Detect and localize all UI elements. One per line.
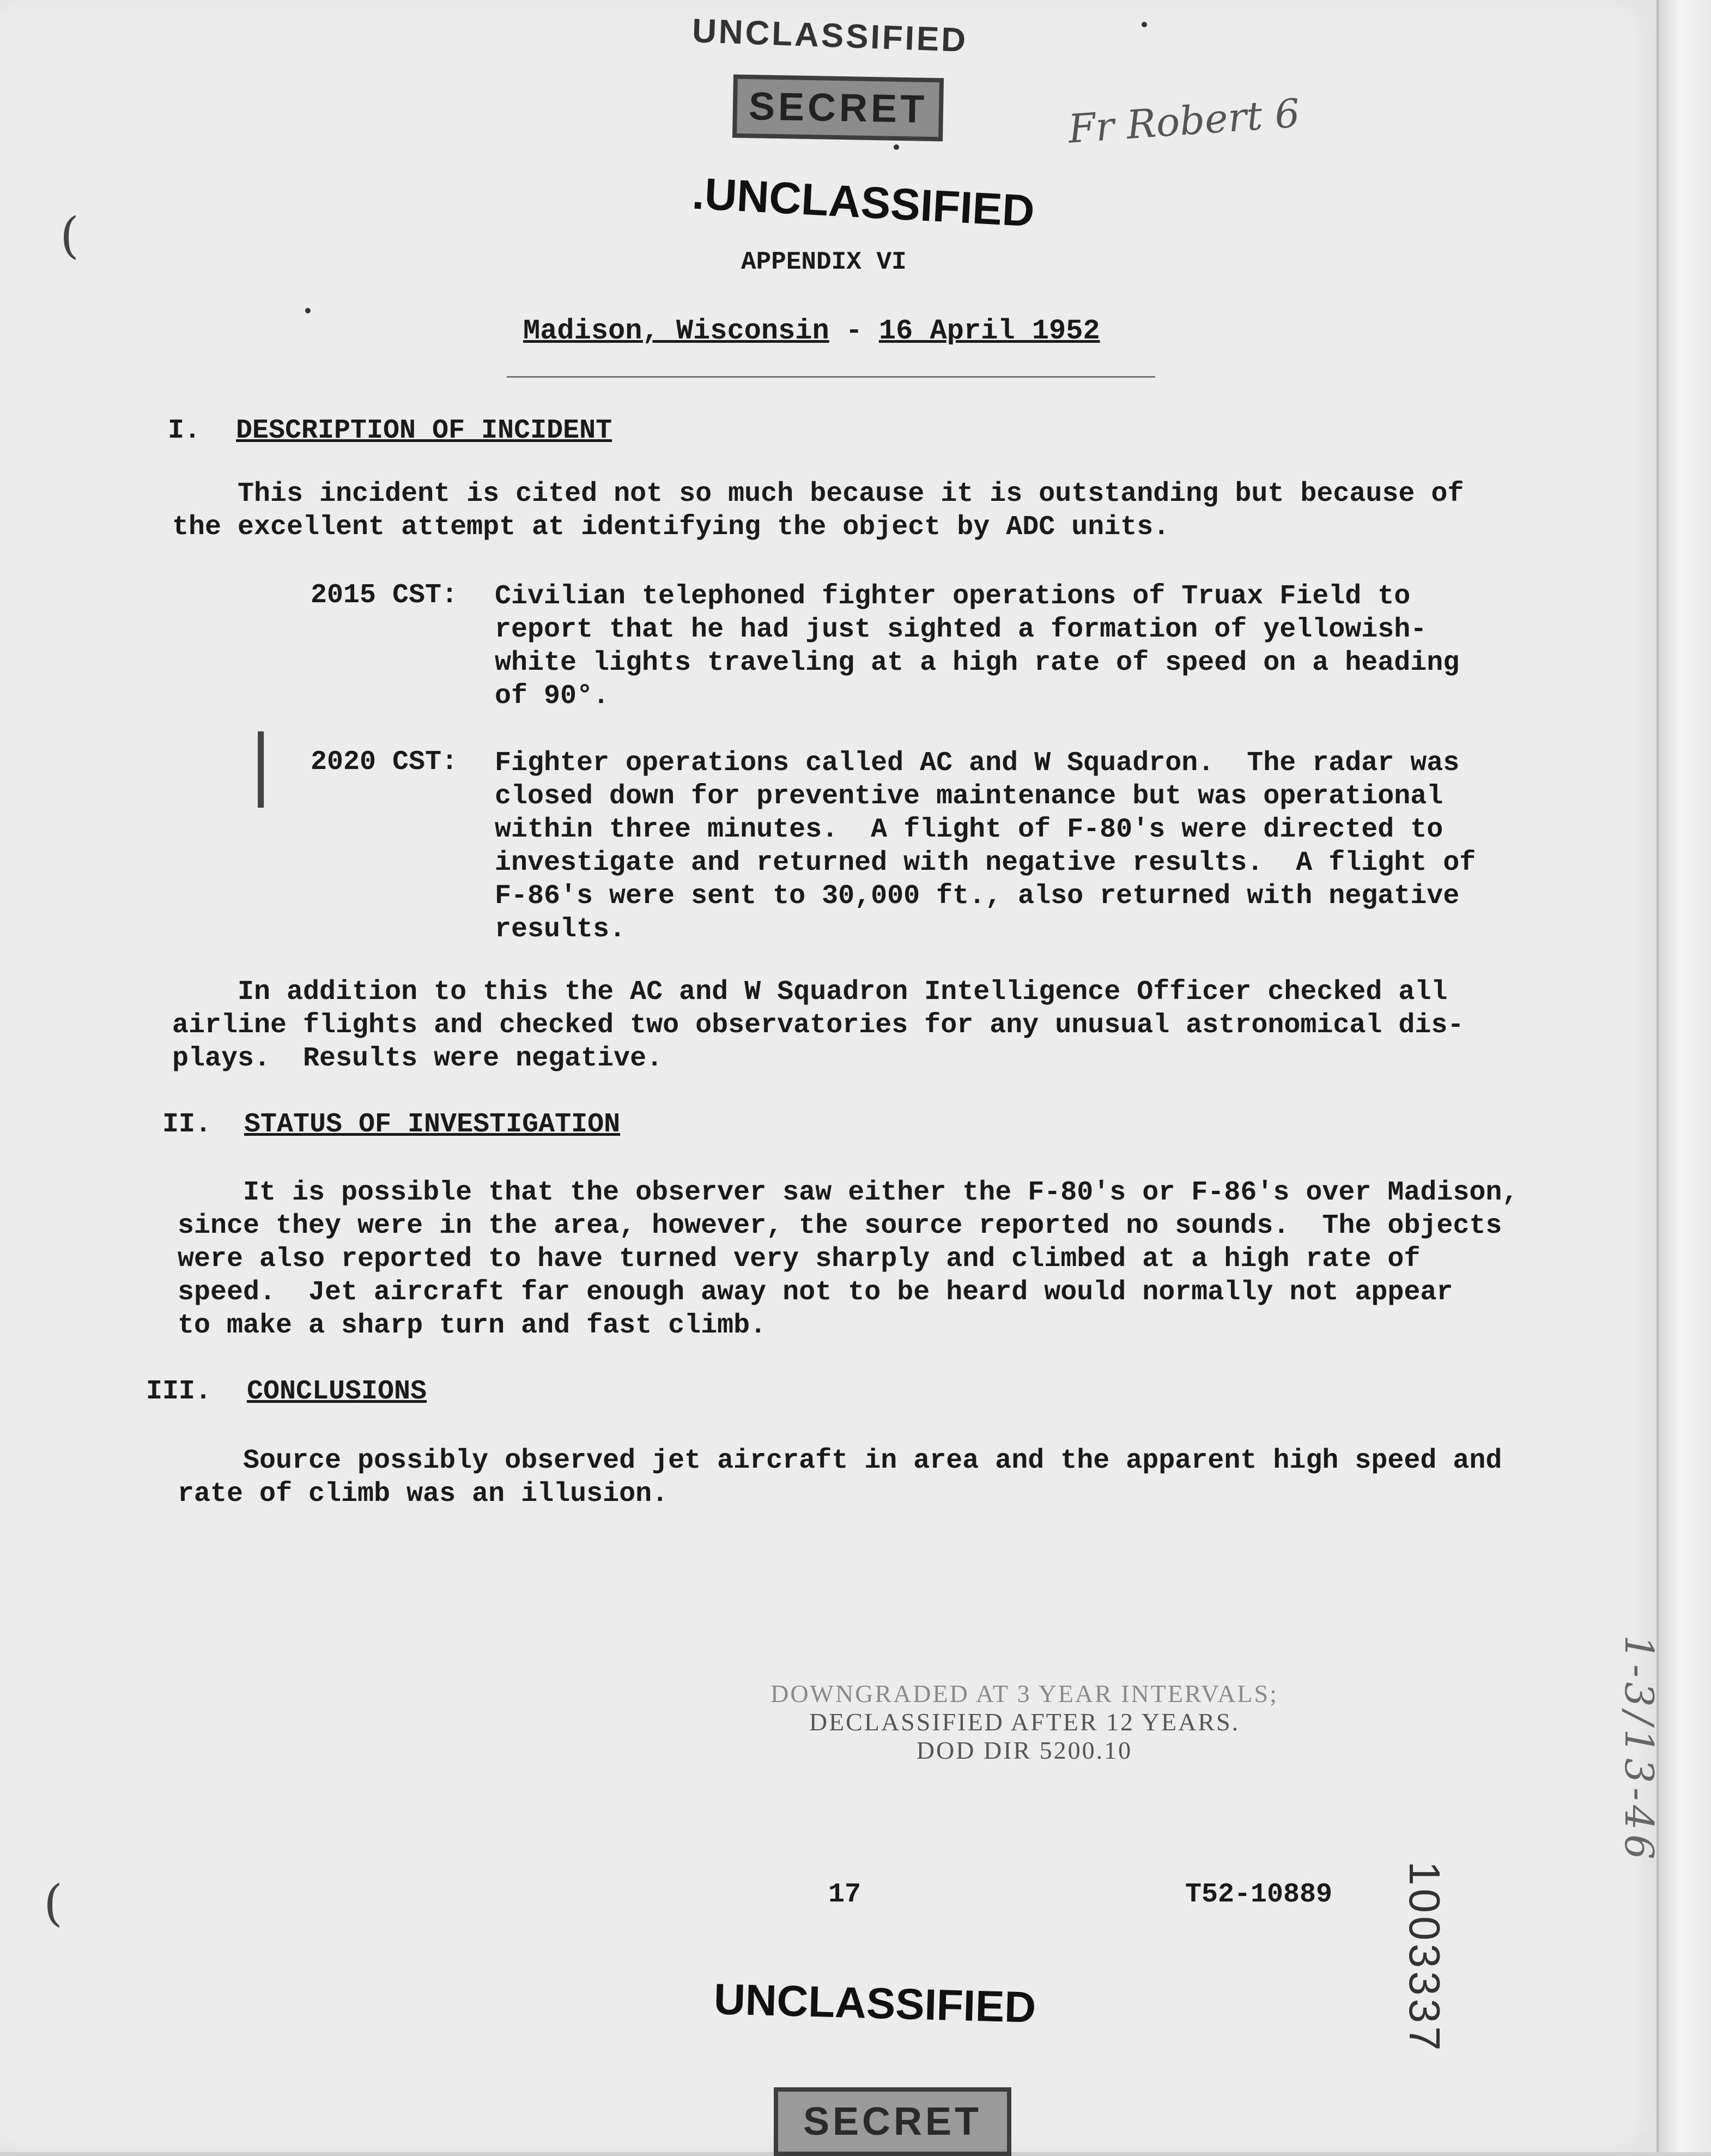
section-3-body: Source possibly observed jet aircraft in area and the apparent high speed and rate of climb was an illusion. bbox=[178, 1445, 1502, 1510]
margin-mark: ( bbox=[44, 1875, 63, 1932]
declass-line-3: DOD DIR 5200.10 bbox=[916, 1736, 1133, 1764]
document-number: T52-10889 bbox=[1185, 1879, 1333, 1910]
section-1-title: DESCRIPTION OF INCIDENT bbox=[236, 415, 612, 446]
entry-1-text: Civilian telephoned fighter operations of Truax Field to report that he had just sighted a formation of yellowish- white lights traveling at a high rate of speed on a heading of 90°. bbox=[495, 581, 1460, 712]
declass-line-1: DOWNGRADED AT 3 YEAR INTERVALS; bbox=[770, 1680, 1278, 1707]
section-1-intro: This incident is cited not so much because it is outstanding but because of the excellent attempt at identifying the object by ADC units. bbox=[172, 479, 1464, 543]
divider bbox=[507, 376, 1155, 378]
handwritten-note: Fr Robert 6 bbox=[1066, 90, 1301, 152]
section-3-title: CONCLUSIONS bbox=[247, 1376, 427, 1407]
speck bbox=[1142, 22, 1147, 27]
margin-mark: | bbox=[248, 719, 274, 808]
section-2-number: II. bbox=[162, 1109, 212, 1140]
section-1-closing: In addition to this the AC and W Squadron Intelligence Officer checked all airline flights and checked two observatories for any unusual astronomical dis- plays. Results were negative. bbox=[172, 977, 1464, 1074]
page-edge bbox=[1657, 0, 1711, 2152]
section-2-body: It is possible that the observer saw either the F-80's or F-86's over Madison, since they were in the area, however, the source reported no sounds. The objects were also reported to have turned very sharply and climbed at a high rate of speed. Jet aircraft far enough away not to be heard would normally not appear to make a sharp turn and fast climb. bbox=[178, 1177, 1519, 1341]
section-2-heading bbox=[162, 1109, 620, 1140]
entry-2-time: 2020 CST: bbox=[311, 747, 458, 778]
separator: - bbox=[845, 315, 863, 347]
entry-1-time: 2015 CST: bbox=[311, 580, 458, 611]
section-1-number: I. bbox=[168, 415, 201, 446]
classification-footer: UNCLASSIFIED bbox=[713, 1975, 1037, 2032]
secret-stamp-top: SECRET bbox=[732, 75, 944, 142]
date: 16 April 1952 bbox=[878, 315, 1100, 347]
declassification-notice bbox=[708, 1680, 1340, 1765]
margin-handwritten-number: 1-3/13-46 bbox=[1616, 1635, 1662, 1864]
secret-stamp-bottom: SECRET bbox=[774, 2087, 1011, 2156]
speck bbox=[305, 308, 311, 313]
entry-2-text: Fighter operations called AC and W Squadron. The radar was closed down for preventive maintenance but was operational within three minutes. A flight of F-80's were directed to investigate and returned with negative results. A flight of F-86's were sent to 30,000 ft., also returned with negative results. bbox=[495, 748, 1476, 945]
appendix-title: APPENDIX VI bbox=[741, 248, 907, 276]
classification-heading: .UNCLASSIFIED bbox=[691, 168, 1036, 237]
margin-mark: ( bbox=[60, 207, 80, 264]
section-1-heading bbox=[168, 415, 612, 446]
top-classification-stamp: UNCLASSIFIED bbox=[691, 12, 969, 59]
section-2-title: STATUS OF INVESTIGATION bbox=[244, 1109, 621, 1140]
declass-line-2: DECLASSIFIED AFTER 12 YEARS. bbox=[809, 1708, 1240, 1736]
speck bbox=[894, 144, 899, 150]
location: Madison, Wisconsin bbox=[523, 315, 829, 347]
page-number: 17 bbox=[828, 1879, 861, 1910]
serial-number: 1003337 bbox=[1400, 1861, 1449, 2054]
section-3-heading bbox=[146, 1376, 427, 1407]
section-3-number: III. bbox=[146, 1376, 212, 1407]
location-date-line bbox=[523, 315, 1100, 347]
